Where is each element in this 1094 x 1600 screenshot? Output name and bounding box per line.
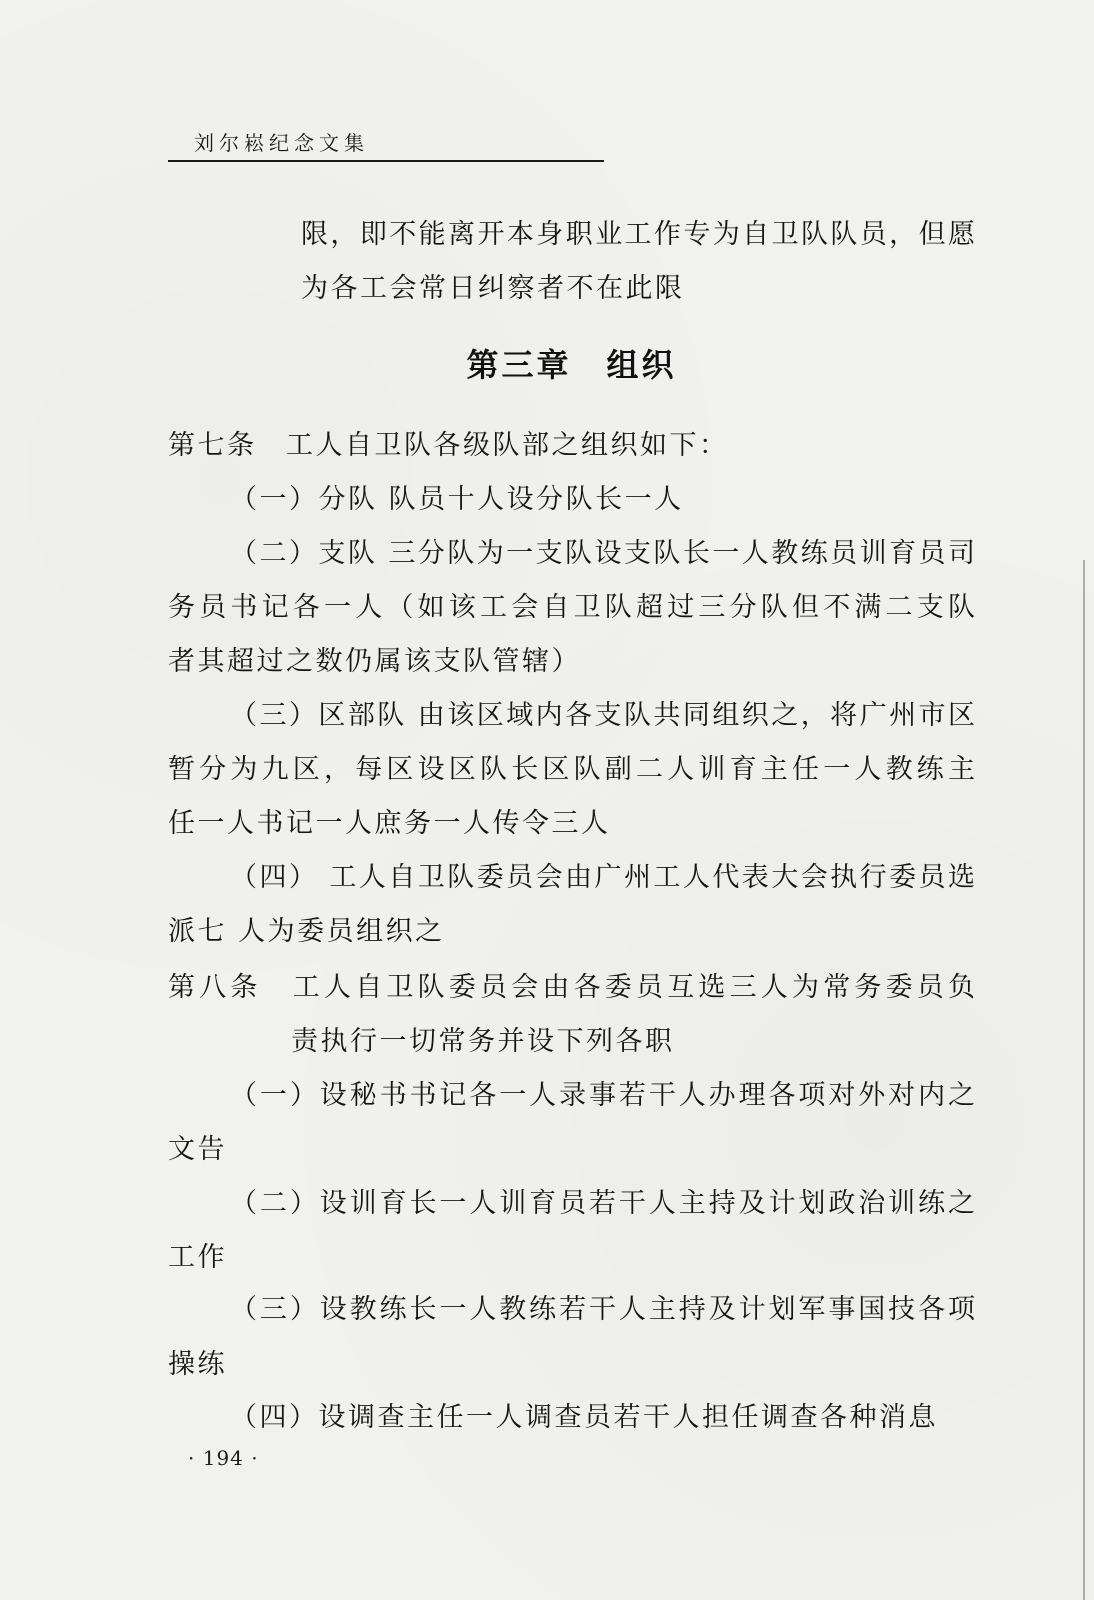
running-header-book-title: 刘尔崧纪念文集 [194,131,369,155]
text-line: （三）区部队 由该区域内各支队共同组织之，将广州市区 [230,700,975,731]
header-rule [168,160,604,162]
page-number: · 194 · [188,1446,259,1470]
text-line: （四）设调查主任一人调查员若干人担任调查各种消息 [230,1402,938,1433]
text-line: （二）支队 三分队为一支队设支队长一人教练员训育员司 [230,538,975,569]
text-line: 派七 人为委员组织之 [168,916,445,947]
text-line: 文告 [168,1134,227,1165]
text-line: （一）设秘书书记各一人录事若干人办理各项对外对内之 [230,1080,975,1111]
text-line: 限，即不能离开本身职业工作专为自卫队队员，但愿 [301,219,975,250]
chapter-heading: 第三章 组织 [466,346,677,384]
text-line: （四） 工人自卫队委员会由广州工人代表大会执行委员选 [230,862,975,893]
text-line: 务员书记各一人（如该工会自卫队超过三分队但不满二支队 [168,592,975,623]
text-line: 者其超过之数仍属该支队管辖） [168,646,581,677]
text-line: 责执行一切常务并设下列各职 [291,1026,675,1057]
text-line: 任一人书记一人庶务一人传令三人 [168,808,611,839]
article-title-line: 第七条 工人自卫队各级队部之组织如下： [168,430,729,461]
text-line: 工作 [168,1242,227,1273]
text-line: （二）设训育长一人训育员若干人主持及计划政治训练之 [230,1188,975,1219]
text-line: （一）分队 队员十人设分队长一人 [230,484,684,515]
text-line: （三）设教练长一人教练若干人主持及计划军事国技各项 [230,1294,975,1325]
text-line: 操练 [168,1349,227,1380]
scan-edge-line [1083,560,1085,1600]
text-line: 暂分为九区，每区设区队长区队副二人训育主任一人教练主 [168,754,975,785]
text-line: 为各工会常日纠察者不在此限 [301,273,685,304]
article-title-line: 第八条 工人自卫队委员会由各委员互选三人为常务委员负 [168,972,975,1003]
